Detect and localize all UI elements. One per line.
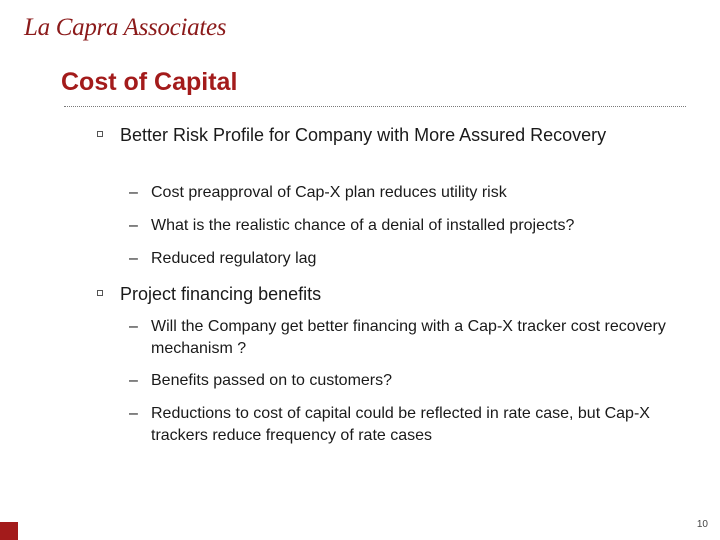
bullet-item [120, 282, 640, 306]
slide-title: Cost of Capital [61, 68, 238, 96]
dash-marker: – [129, 405, 138, 422]
sub-bullet-text: Reduced regulatory lag [151, 250, 317, 267]
dash-marker: – [129, 184, 138, 201]
dash-marker: – [129, 318, 138, 335]
sub-bullet-item [129, 316, 671, 360]
sub-bullet-item [129, 182, 691, 204]
sub-bullet-text: Reductions to cost of capital could be reflected in rate case, but Cap-X trackers reduce frequency of rate cases [151, 405, 650, 444]
sub-bullet-text: Cost preapproval of Cap-X plan reduces utility risk [151, 184, 507, 201]
sub-bullet-item [129, 403, 671, 447]
sub-bullet-text: What is the realistic chance of a denial of installed projects? [151, 217, 575, 234]
sub-bullet-item [129, 215, 691, 237]
sub-bullet-item [129, 370, 691, 392]
square-bullet-icon [97, 131, 103, 137]
sub-bullet-text: Benefits passed on to customers? [151, 372, 393, 389]
title-divider [64, 106, 686, 107]
square-bullet-icon [97, 290, 103, 296]
bullet-text: Project financing benefits [120, 284, 322, 304]
sub-bullet-item [129, 248, 691, 270]
page-number: 10 [696, 519, 708, 530]
brand-corner-block [0, 522, 18, 540]
dash-marker: – [129, 217, 138, 234]
company-logo: La Capra Associates [24, 14, 227, 41]
bullet-text: Better Risk Profile for Company with More Assured Recovery [120, 125, 607, 145]
sub-bullet-text: Will the Company get better financing with a Cap-X tracker cost recovery mechanism ? [151, 318, 666, 357]
dash-marker: – [129, 250, 138, 267]
dash-marker: – [129, 372, 138, 389]
bullet-item [120, 123, 640, 147]
